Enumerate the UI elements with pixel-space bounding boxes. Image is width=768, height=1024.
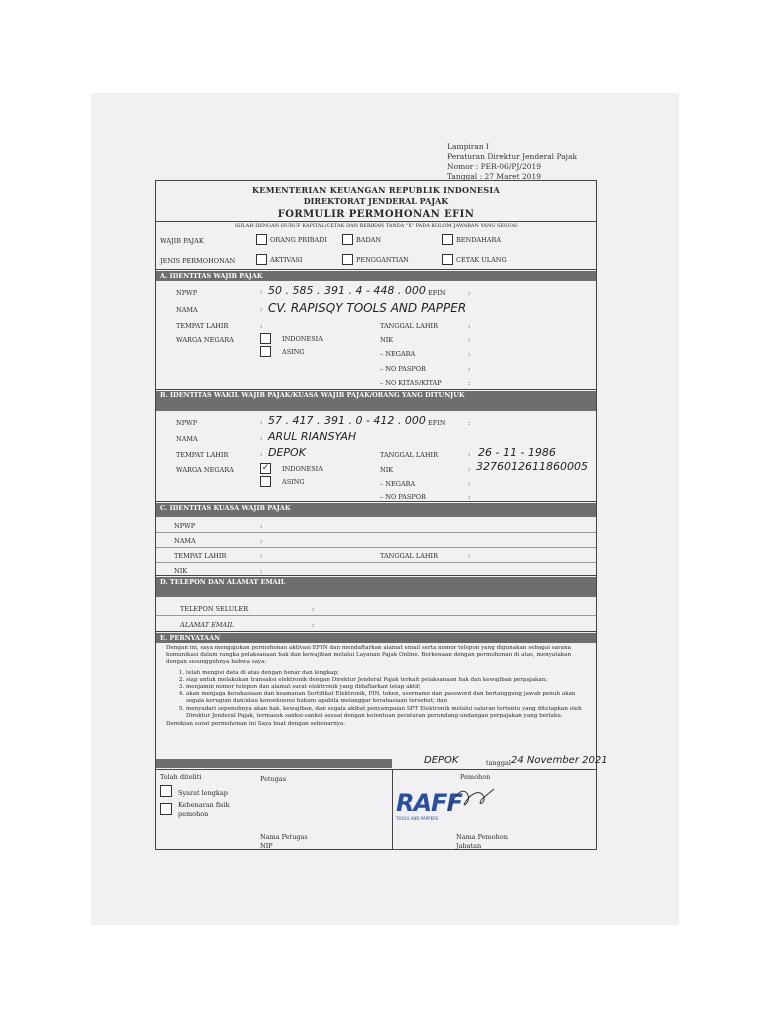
list-item: 2. siap untuk melakukan transaksi elektronik dengan Direktur Jenderal Pajak terkait pelaksanaan hak dan kewajiban perpajakan;	[186, 677, 591, 684]
list-item: 1. telah mengisi data di atas dengan benar dan lengkap;	[186, 670, 591, 677]
pernyataan-list	[166, 670, 591, 720]
npwp-value-a: 50 . 585 . 391 . 4 - 448 . 000	[268, 284, 426, 297]
bendahara-checkbox[interactable]	[442, 234, 453, 245]
signature-icon	[446, 785, 496, 815]
nama-value-b: ARUL RIANSYAH	[268, 430, 357, 443]
pernyataan-text: Dengan ini, saya mengajukan permohonan aktivasi EFIN dan mendaftarkan alamat email serta nomor telepon yang digunakan sebagai sarana komunikasi dalam rangka pelaksanaan hak dan kewajiban melalui Layanan Pajak Online. Berkenaan dengan permohonan di atas, menyatakan dengan sesungguhnya bahwa saya: 1. telah mengisi data di atas dengan benar dan lengkap; 2. siap untuk melakukan transaksi elektronik dengan Direktur Jenderal Pajak terkait pelaksanaan hak dan kewajiban perpajakan; 3. menjamin nomor telepon dan alamat surat elektronik yang didaftarkan tetap aktif; 4. akan menjaga kerahasiaan dan keamanan Sertifikat Elektronik, PIN, token, username dan password dan bertanggung jawab penuh akan segala kerugian dan/atau konsekuensi hukum apabila melanggar kerahasiaan tersebut; dan 5. menyadari sepenuhnya akan hak, kewajiban, dan segala akibat penyampaian SPT Elektronik melalui saluran tertentu yang ditetapkan oleh Direktur Jenderal Pajak, termasuk sanksi-sanksi sesuai dengan ketentuan peraturan perundang-undangan perpajakan yang berlaku. Demikian surat permohonan ini Saya buat dengan sebenarnya.	[166, 645, 591, 728]
asing-checkbox-b[interactable]	[260, 476, 271, 487]
npwp-value-b: 57 . 417 . 391 . 0 - 412 . 000	[268, 414, 426, 427]
section-e-header: E. PERNYATAAN	[156, 633, 596, 643]
ministry-title: KEMENTERIAN KEUANGAN REPUBLIK INDONESIA	[252, 185, 500, 195]
badan-checkbox[interactable]	[342, 234, 353, 245]
list-item: 4. akan menjaga kerahasiaan dan keamanan Sertifikat Elektronik, PIN, token, username dan password dan bertanggung jawab penuh akan segala kerugian dan/atau konsekuensi hukum apabila melanggar kerahasiaan tersebut; dan	[186, 691, 591, 705]
instruction: ISILAH DENGAN HURUF KAPITAL/CETAK DAN BERIKAN TANDA "X" PADA KOLOM JAWABAN YANG SESUAI	[234, 223, 518, 229]
asing-checkbox-a[interactable]	[260, 346, 271, 357]
section-a-header: A. IDENTITAS WAJIB PAJAK	[156, 271, 596, 281]
penggantian-checkbox[interactable]	[342, 254, 353, 265]
syarat-lengkap-checkbox[interactable]	[160, 785, 172, 797]
tanggal-lahir-value-b: 26 - 11 - 1986	[478, 446, 556, 459]
aktivasi-checkbox[interactable]	[256, 254, 267, 265]
nama-value-a: CV. RAPISQY TOOLS AND PAPPER	[268, 301, 467, 315]
tempat-lahir-value-b: DEPOK	[268, 446, 306, 459]
list-item: 3. menjamin nomor telepon dan alamat surat elektronik yang didaftarkan tetap aktif;	[186, 684, 591, 691]
date-value: 24 November 2021	[511, 755, 608, 766]
section-b-header: B. IDENTITAS WAKIL WAJIB PAJAK/KUASA WAJIB PAJAK/ORANG YANG DITUNJUK	[156, 391, 596, 411]
list-item: 5. menyadari sepenuhnya akan hak, kewajiban, dan segala akibat penyampaian SPT Elektronik melalui saluran tertentu yang ditetapkan oleh Direktur Jenderal Pajak, termasuk sanksi-sanksi sesuai dengan ketentuan peraturan perundang-undangan perpajakan yang berlaku.	[186, 706, 591, 720]
cetak-ulang-checkbox[interactable]	[442, 254, 453, 265]
wajib-pajak-label: WAJIB PAJAK	[160, 237, 204, 245]
directorate-title: DIREKTORAT JENDERAL PAJAK	[303, 196, 449, 206]
section-c-header: C. IDENTITAS KUASA WAJIB PAJAK	[156, 503, 596, 517]
nik-value-b: 3276012611860005	[476, 460, 588, 473]
company-stamp-logo: RAFF TOOLS AND PAPPERS	[396, 791, 462, 821]
indonesia-checkbox-b[interactable]: ✓	[261, 463, 270, 473]
orang-pribadi-checkbox[interactable]	[256, 234, 267, 245]
form-title: FORMULIR PERMOHONAN EFIN	[277, 209, 475, 220]
lampiran-block: Lampiran I Peraturan Direktur Jenderal Pajak Nomor : PER-06/PJ/2019 Tanggal : 27 Maret 2019	[447, 142, 577, 181]
place-value: DEPOK	[424, 755, 459, 766]
jenis-permohonan-label: JENIS PERMOHONAN	[160, 257, 236, 265]
footer-shade	[156, 759, 392, 768]
logo-text: RAFF	[396, 789, 462, 817]
kebenaran-fisik-checkbox[interactable]	[160, 803, 172, 815]
efin-form: KEMENTERIAN KEUANGAN REPUBLIK INDONESIA DIREKTORAT JENDERAL PAJAK FORMULIR PERMOHONAN EFIN ISILAH DENGAN HURUF KAPITAL/CETAK DAN BERIKAN TANDA "X" PADA KOLOM JAWABAN YANG SESUAI WAJIB PAJAK ORANG PRIBADI BADAN BENDAHARA JENIS PERMOHONAN AKTIVASI PENGGANTIAN CETAK ULANG A. IDENTITAS WAJIB PAJAK NPWP : 50 . 585 . 391 . 4 - 448 . 000 EFIN : NAMA : CV. RAPISQY TOOLS AND PAPPER TEMPAT LAHIR : TANGGAL LAHIR : WARGA NEGARA INDONESIA NIK : ASING – NEGARA : – NO PASPOR : – NO KITAS/KITAP : B. IDENTITAS WAKIL WAJIB PAJAK/KUASA WAJIB PAJAK/ORANG YANG DITUNJUK NPWP : 57 . 417 . 391 . 0 - 412 . 000 EFIN : NAMA : ARUL RIANSYAH TEMPAT LAHIR : DEPOK TANGGAL LAHIR : 26 - 11 - 1986 WARGA NEGARA ✓ INDONESIA NIK : 3276012611860005 ASING – NEGARA : – NO PASPOR : C. IDENTITAS KUASA WAJIB PAJAK NPWP : NAMA : TEMPAT LAHIR : TANGGAL LAHIR : NIK : D. TELEPON DAN ALAMAT EMAIL TELEPON SELULER : ALAMAT EMAIL : E. PERNYATAAN Dengan ini, saya mengajukan permohonan aktivasi EFIN dan mendaftarkan alamat email serta nomor telepon yang digunakan sebagai sarana komunikasi dalam rangka pelaksanaan hak dan kewajiban melalui Layanan Pajak Online. Berkenaan dengan permohonan di atas, menyatakan dengan sesungguhnya bahwa saya: 1. telah mengisi data di atas dengan benar dan lengkap; 2. siap untuk melakukan transaksi elektronik dengan Direktur Jenderal Pajak terkait pelaksanaan hak dan kewajiban perpajakan; 3. menjamin nomor telepon dan alamat surat elektronik yang didaftarkan tetap aktif; 4. akan menjaga kerahasiaan dan keamanan Sertifikat Elektronik, PIN, token, username dan password dan bertanggung jawab penuh akan segala kerugian dan/atau konsekuensi hukum apabila melanggar kerahasiaan tersebut; dan 5. menyadari sepenuhnya akan hak, kewajiban, dan segala akibat penyampaian SPT Elektronik melalui saluran tertentu yang ditetapkan oleh Direktur Jenderal Pajak, termasuk sanksi-sanksi sesuai dengan ketentuan peraturan perundang-undangan perpajakan yang berlaku. Demikian surat permohonan ini Saya buat dengan sebenarnya. DEPOK tanggal 24 November 2021 Telah diteliti Petugas Pemohon Syarat lengkap Kebenaran fisik pemohon RAFF TOOLS AND PAPPERS Nama Petugas NIP Nama Pemohon Jabatan	[155, 180, 597, 850]
section-d-header: D. TELEPON DAN ALAMAT EMAIL	[156, 577, 596, 597]
indonesia-checkbox-a[interactable]	[260, 333, 271, 344]
